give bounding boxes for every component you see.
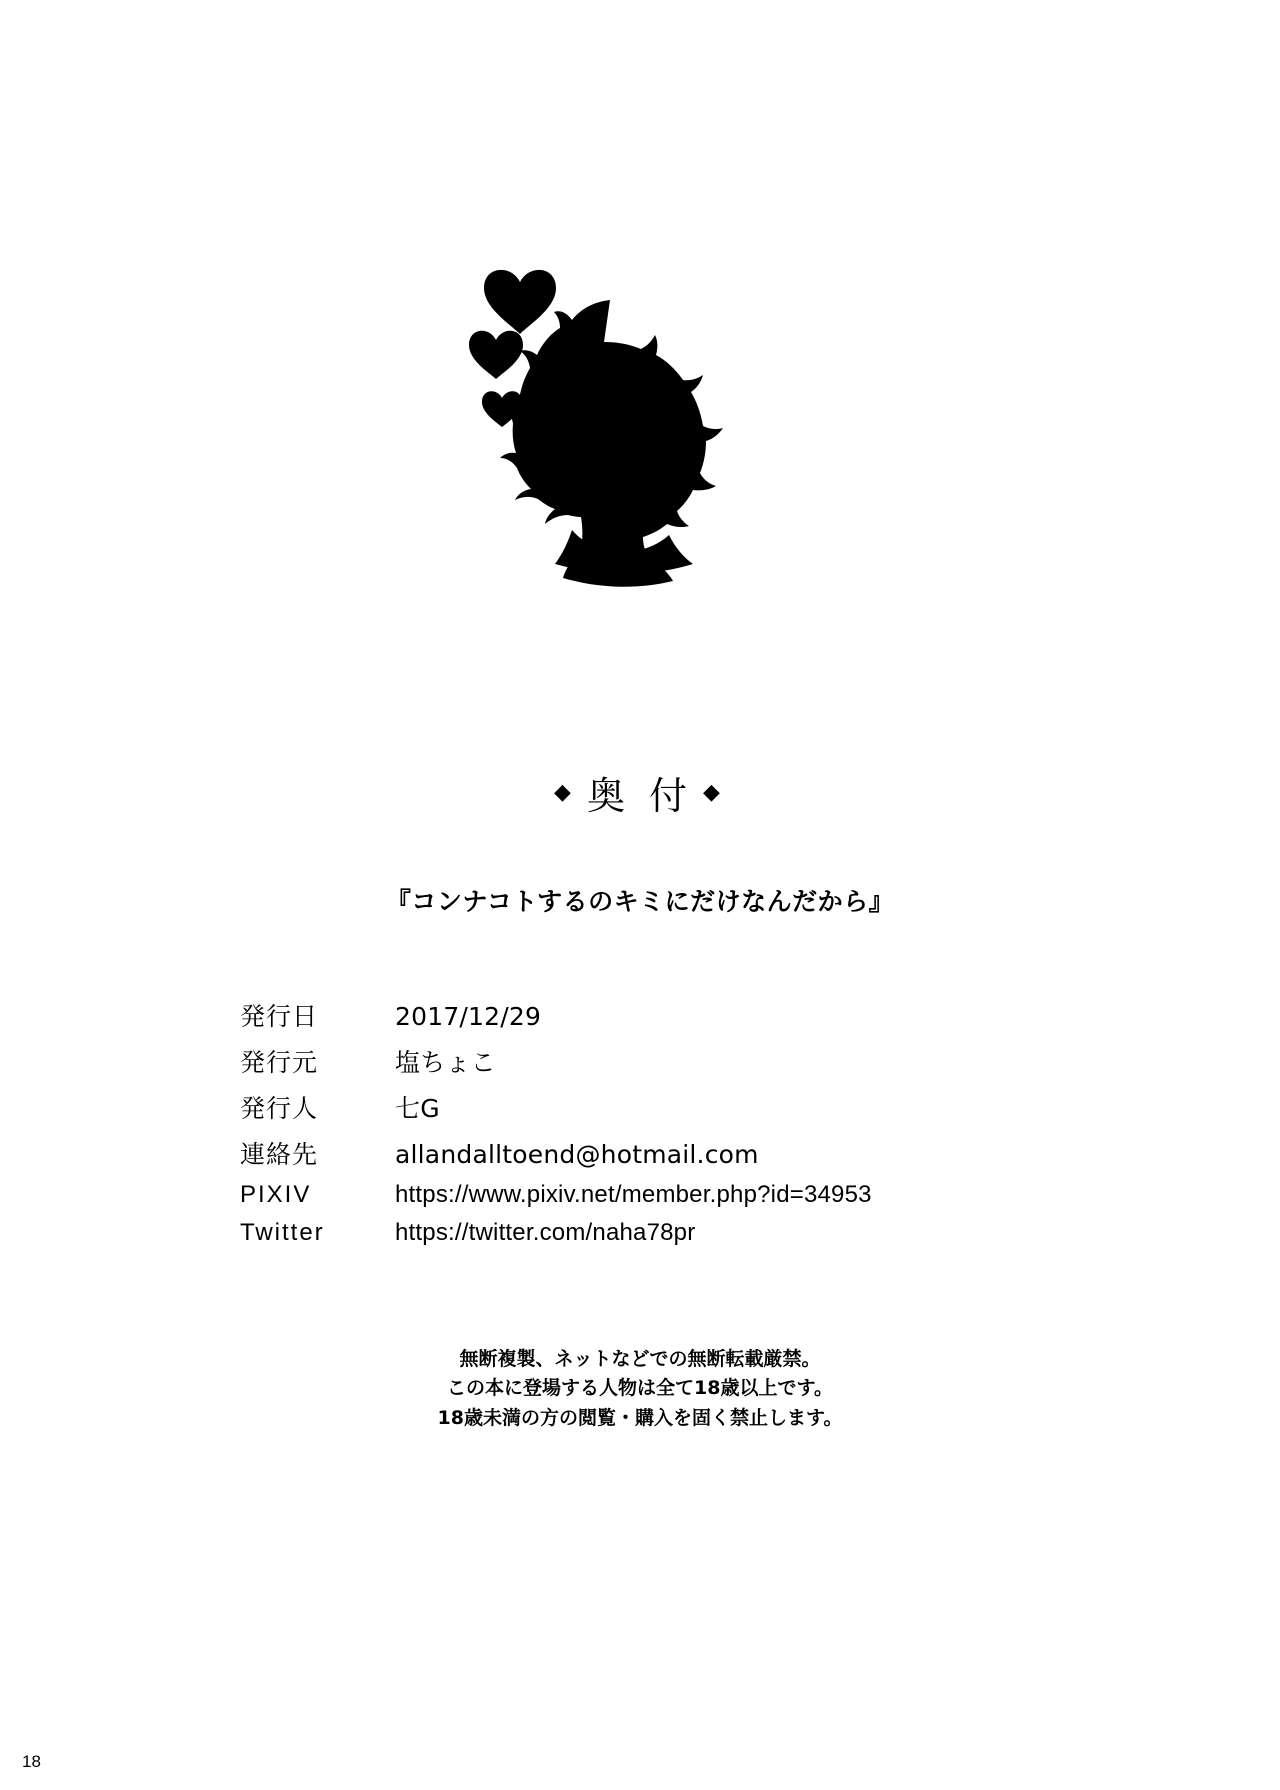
row-label-publication-date: 発行日 bbox=[240, 1002, 319, 1031]
legal-notices bbox=[0, 1345, 1280, 1433]
row-label-pixiv: PIXIV bbox=[240, 1181, 312, 1208]
row-value-publication-date: 2017/12/29 bbox=[395, 1002, 542, 1031]
illustration-silhouette bbox=[0, 230, 1280, 660]
table-row bbox=[240, 1179, 1040, 1217]
row-label-contact: 連絡先 bbox=[240, 1140, 319, 1169]
row-label-author: 発行人 bbox=[240, 1094, 319, 1123]
work-title: 『コンナコトするのキミにだけなんだから』 bbox=[385, 887, 895, 916]
heart-icon-medium bbox=[469, 331, 523, 379]
page-number: 18 bbox=[22, 1752, 41, 1771]
colophon-heading bbox=[0, 765, 1280, 820]
table-row bbox=[240, 1087, 1040, 1133]
heart-icon-large bbox=[484, 270, 556, 334]
colophon-info-table bbox=[240, 995, 1040, 1255]
row-value-contact-email[interactable]: allandalltoend@hotmail.com bbox=[395, 1140, 759, 1169]
girl-silhouette-svg bbox=[460, 230, 820, 630]
notice-line-2: この本に登場する人物は全て18歳以上です。 bbox=[447, 1377, 833, 1400]
table-row bbox=[240, 1133, 1040, 1179]
row-value-author: 七G bbox=[395, 1094, 440, 1123]
row-label-twitter: Twitter bbox=[240, 1219, 325, 1246]
table-row bbox=[240, 995, 1040, 1041]
notice-line-3: 18歳未満の方の閲覧・購入を固く禁止します。 bbox=[437, 1406, 843, 1429]
notice-line-1: 無断複製、ネットなどでの無断転載厳禁。 bbox=[459, 1348, 821, 1370]
colophon-heading-text: 奥 付 bbox=[586, 774, 694, 818]
row-label-publisher: 発行元 bbox=[240, 1048, 319, 1077]
row-value-twitter-url[interactable]: https://twitter.com/naha78pr bbox=[395, 1219, 696, 1246]
head-hair-silhouette bbox=[500, 300, 723, 587]
row-value-pixiv-url[interactable]: https://www.pixiv.net/member.php?id=34953 bbox=[395, 1181, 872, 1208]
diamond-icon-left: ◆ bbox=[554, 780, 577, 805]
table-row bbox=[240, 1217, 1040, 1255]
row-value-publisher: 塩ちょこ bbox=[395, 1048, 496, 1077]
diamond-icon-right: ◆ bbox=[703, 780, 726, 805]
table-row bbox=[240, 1041, 1040, 1087]
